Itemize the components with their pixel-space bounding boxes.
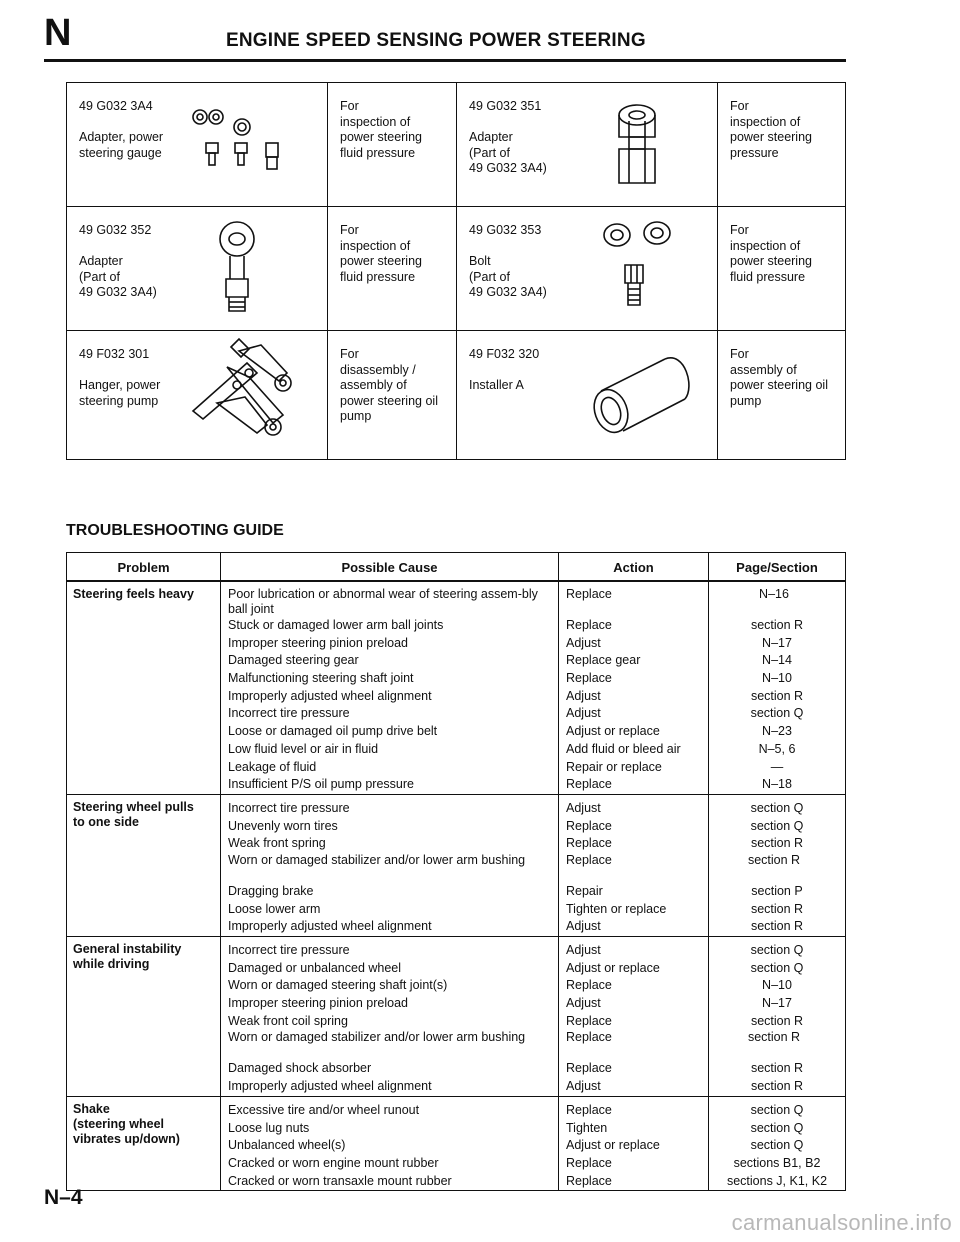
column-header: Action [559,553,709,580]
tool-number: 49 G032 352 [79,223,152,237]
page-number: N–4 [44,1186,83,1209]
cause-text: Improperly adjusted wheel alignment [228,688,432,703]
problem-group [67,795,845,937]
page-ref: N–10 [762,671,792,686]
use-text: For [340,99,359,113]
cause-text: Loose or damaged oil pump drive belt [228,724,438,739]
cause-text: Malfunctioning steering shaft joint [228,671,414,686]
cause-text: Improper steering pinion preload [228,996,408,1011]
use-text: For [340,347,359,361]
cause-text: Leakage of fluid [228,759,317,774]
page-column [709,937,845,1096]
action-text: Adjust or replace [566,960,660,975]
page-ref: — [770,759,784,774]
use-text: power steering [730,254,812,268]
tools-row [67,331,845,459]
page-title: ENGINE SPEED SENSING POWER STEERING [226,30,646,51]
section-heading: TROUBLESHOOTING GUIDE [66,522,284,539]
action-text: Adjust [566,919,601,934]
tool-name: steering gauge [79,145,162,160]
table-header [67,553,845,582]
tools-row [67,207,845,331]
tool-name: 49 G032 3A4) [469,161,547,175]
use-text: inspection of [340,238,411,253]
problem-cell [67,937,221,1096]
tool-name: Hanger, power [79,378,161,392]
action-text: Replace [566,852,612,867]
page-column [709,1097,845,1190]
action-text: Adjust [566,1079,601,1094]
action-column [559,1097,709,1190]
cause-text: Improperly adjusted wheel alignment [228,1079,432,1094]
action-text: Adjust or replace [566,1138,660,1153]
problem-cell [67,582,221,794]
use-text: pump [340,409,372,423]
action-text: Repair [566,883,603,898]
tool-number: 49 F032 301 [79,347,150,361]
column-header: Page/Section [736,560,818,575]
page-ref: N–17 [762,635,792,650]
banjo-adapter-icon [212,219,262,319]
tool-number: 49 G032 353 [469,223,542,237]
cause-column [221,795,559,936]
page-ref: section R [750,688,804,703]
problem-text: Steering wheel pulls [73,799,194,814]
page-ref: section R [750,836,804,851]
problem-text: (steering wheel [73,1116,164,1131]
page-ref: N–14 [762,653,792,668]
gauge-adapter-set-icon [185,105,305,175]
tool-name: (Part of [469,269,510,284]
page-ref: section Q [750,960,804,975]
cause-text: Dragging brake [228,883,314,898]
use-text: inspection of [730,114,801,129]
use-text: power steering [730,130,812,144]
tool-number: 49 F032 320 [469,347,540,361]
table-body [67,582,845,1190]
use-text: assembly of [340,378,407,392]
cause-text: Incorrect tire pressure [228,943,350,957]
page-ref: N–17 [762,996,792,1011]
section-letter: N [44,12,72,54]
cause-text: Low fluid level or air in fluid [228,741,379,756]
problem-text: General instability [73,942,182,956]
tool-name: Adapter [469,130,513,144]
cause-text: Incorrect tire pressure [228,706,350,721]
tool-use-cell [328,83,457,206]
cause-text: Worn or damaged stabilizer and/or lower arm bushing [228,1030,526,1045]
page-ref: section R [750,1079,804,1094]
page-ref: section R [750,919,804,934]
page-ref: sections B1, B2 [733,1155,821,1170]
page-ref: section Q [750,800,804,815]
tool-cell [457,207,718,330]
page-ref: section Q [750,1138,804,1153]
tool-cell [457,331,718,459]
action-text: Adjust [566,943,601,957]
action-text: Adjust [566,635,601,650]
action-text: Replace [566,978,612,993]
tool-use-cell [718,207,845,330]
use-text: power steering [340,254,422,268]
page-ref: section R [750,1061,804,1076]
page-ref: section R [747,1030,801,1045]
use-text: fluid pressure [730,269,806,284]
tool-use-cell [718,331,845,459]
cause-text: Excessive tire and/or wheel runout [228,1102,420,1117]
tool-cell [457,83,718,206]
cause-text: Damaged shock absorber [228,1061,372,1076]
tool-name: 49 G032 3A4) [79,285,157,299]
action-text: Replace [566,777,612,792]
use-text: For [730,99,749,113]
page-ref: section Q [750,706,804,721]
action-text: Replace [566,1102,612,1117]
action-text: Add fluid or bleed air [566,741,681,756]
cause-text: Damaged steering gear [228,653,359,668]
action-text: Adjust [566,706,601,721]
action-text: Adjust [566,996,601,1011]
action-column [559,937,709,1096]
bolt-washers-icon [597,219,697,319]
column-header: Possible Cause [221,553,559,580]
page-ref: section Q [750,1102,804,1117]
tool-name: Adapter, power [79,130,164,144]
troubleshooting-table [66,552,846,1191]
problem-group [67,582,845,795]
special-tools-table [66,82,846,460]
cause-text: Unevenly worn tires [228,818,338,833]
page-ref: sections J, K1, K2 [726,1173,828,1188]
action-text: Replace [566,587,612,601]
tool-use-cell [328,331,457,459]
page-column [709,795,845,936]
use-text: pressure [730,145,779,160]
tool-name: (Part of [79,269,120,284]
tool-name: 49 G032 3A4) [469,285,547,299]
action-text: Replace [566,1061,612,1076]
cause-text: Poor lubrication or abnormal wear of steering assem-bly ball joint [228,587,538,616]
column-header: Problem [67,553,221,580]
action-text: Adjust [566,800,601,815]
problem-text: Steering feels heavy [73,587,194,601]
action-text: Replace [566,671,612,686]
page-ref: section Q [750,818,804,833]
page-ref: section P [751,883,803,898]
action-text: Adjust or replace [566,724,660,739]
cause-text: Weak front spring [228,836,326,851]
use-text: fluid pressure [340,269,416,284]
tool-cell [67,83,328,206]
cause-text: Insufficient P/S oil pump pressure [228,777,414,792]
cause-text: Loose lug nuts [228,1120,310,1135]
cause-text: Unbalanced wheel(s) [228,1138,346,1153]
cause-text: Improperly adjusted wheel alignment [228,919,432,934]
tool-name: (Part of [469,145,510,160]
action-text: Replace gear [566,653,641,668]
page-ref: N–18 [762,777,792,792]
cause-text: Worn or damaged steering shaft joint(s) [228,978,448,993]
installer-sleeve-icon [587,347,697,437]
action-text: Repair or replace [566,759,662,774]
page-ref: section R [750,618,804,632]
tool-cell [67,331,328,459]
use-text: pump [730,393,762,408]
action-text: Adjust [566,688,601,703]
cause-text: Cracked or worn engine mount rubber [228,1155,439,1170]
tool-number: 49 G032 351 [469,99,542,113]
cause-text: Incorrect tire pressure [228,800,350,815]
action-text: Replace [566,1173,612,1188]
spacer [469,115,717,131]
problem-group [67,937,845,1097]
action-text: Replace [566,1013,612,1028]
use-text: power steering oil [730,378,828,392]
action-text: Replace [566,836,612,851]
tools-row [67,83,845,207]
cause-text: Weak front coil spring [228,1013,348,1028]
cause-column [221,937,559,1096]
cause-column [221,582,559,794]
use-text: inspection of [730,238,801,253]
action-text: Replace [566,818,612,833]
hanger-bracket-icon [187,333,327,453]
problem-cell [67,795,221,936]
cause-text: Damaged or unbalanced wheel [228,960,402,975]
cause-text: Loose lower arm [228,901,321,916]
problem-text: while driving [73,957,150,971]
problem-text: to one side [73,814,139,829]
action-text: Replace [566,1030,612,1045]
page-column [709,582,845,794]
spacer [79,239,327,255]
problem-group [67,1097,845,1190]
use-text: For [730,347,749,361]
tool-cell [67,207,328,330]
page-ref: N–5, 6 [758,741,796,756]
action-text: Tighten or replace [566,901,667,916]
page-ref: section R [750,901,804,916]
use-text: For [730,223,749,237]
tool-name: Adapter [79,254,123,268]
tool-use-cell [328,207,457,330]
action-text: Tighten [566,1120,608,1135]
page-ref: section R [750,1013,804,1028]
cause-text: Improper steering pinion preload [228,635,408,650]
page-ref: N–23 [762,724,792,739]
tool-name: steering pump [79,393,159,408]
use-text: For [340,223,359,237]
page-ref: section Q [750,943,804,957]
use-text: power steering oil [340,393,438,408]
use-text: assembly of [730,362,797,377]
use-text: inspection of [340,114,411,129]
tool-name: Installer A [469,378,524,392]
adapter-nut-icon [607,99,667,191]
header-rule [44,59,846,62]
tool-name: Bolt [469,254,491,268]
page-ref: N–10 [762,978,792,993]
action-column [559,795,709,936]
use-text: power steering [340,130,422,144]
problem-cell [67,1097,221,1190]
action-column [559,582,709,794]
cause-column [221,1097,559,1190]
page-ref: section Q [750,1120,804,1135]
problem-text: vibrates up/down) [73,1131,180,1146]
cause-text: Stuck or damaged lower arm ball joints [228,618,444,632]
action-text: Replace [566,1155,612,1170]
cause-text: Worn or damaged stabilizer and/or lower arm bushing [228,852,526,867]
page-ref: section R [747,852,801,867]
use-text: disassembly / [340,362,416,377]
watermark: carmanualsonline.info [731,1210,952,1235]
tool-use-cell [718,83,845,206]
use-text: fluid pressure [340,145,416,160]
action-text: Replace [566,618,612,632]
cause-text: Cracked or worn transaxle mount rubber [228,1173,452,1188]
page-ref: N–16 [759,587,789,601]
problem-text: Shake [73,1101,110,1116]
tool-number: 49 G032 3A4 [79,99,153,113]
